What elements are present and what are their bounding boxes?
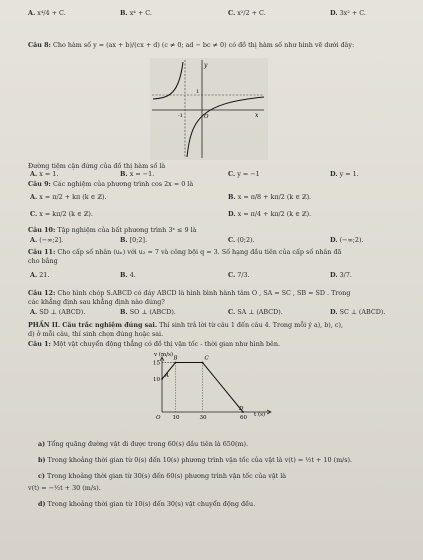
q10-option-b: B. [0;2]. <box>120 236 147 244</box>
chart-x-tick-0: O <box>156 415 161 421</box>
item-c: c) Trong khoảng thời gian từ 30(s) đến 60(s) phương trình vận tốc của vật là <box>38 472 287 480</box>
chart-data-point-2 <box>202 362 204 364</box>
q9-option-b: B. x = π/8 + kπ/2 (k ∈ ℤ). <box>228 193 312 201</box>
chart-point-label-2: C <box>204 355 209 362</box>
chart-data-point-1 <box>175 362 177 364</box>
graph-tick-x: -1 <box>178 113 183 119</box>
chart-x-label: t (s) <box>254 412 266 418</box>
q12-option-b: B. SO ⊥ (ABCD). <box>120 308 176 316</box>
velocity-time-chart <box>138 348 278 428</box>
q11-stem: Câu 11: Cho cấp số nhân (uₙ) với u₂ = 7 và công bội q = 3. Số hạng đầu tiên của cấp số nhân đã <box>28 248 342 256</box>
q10-option-d: D. (−∞;2). <box>330 236 364 244</box>
graph-tick-y: 1 <box>196 89 200 95</box>
chart-point-label-1: B <box>173 355 178 362</box>
q10-option-a: A. (−∞;2]. <box>30 236 64 244</box>
q12-stem-line2: các khẳng định sau khẳng định nào đúng? <box>28 298 165 306</box>
q7-option-a: A. x⁴/4 + C. <box>28 9 66 17</box>
chart-x-tick-1: 10 <box>172 415 180 421</box>
chart-y-label: v (m/s) <box>154 352 174 358</box>
q8-question: Đường tiệm cận đứng của đồ thị hàm số là <box>28 162 166 170</box>
q11-option-c: C. 7/3. <box>228 271 250 279</box>
q11-option-a: A. 21. <box>30 271 50 279</box>
q7-option-c: C. x²/2 + C. <box>228 9 266 17</box>
q9-option-d: D. x = π/4 + kπ/2 (k ∈ ℤ). <box>228 210 312 218</box>
chart-x-tick-2: 30 <box>199 415 207 421</box>
q8-option-c: C. y = −1 <box>228 170 260 178</box>
part2-heading-line: PHẦN II. Câu trắc nghiệm đúng sai. Thí sinh trả lời từ câu 1 đến câu 4. Trong mỗi ý a), b), c), <box>28 321 343 329</box>
chart-data-point-0 <box>161 378 163 380</box>
q8-function-graph <box>150 58 268 160</box>
q9-stem: Câu 9: Các nghiệm của phương trình cos 2x = 0 là <box>28 180 194 188</box>
q12-option-d: D. SC ⊥ (ABCD). <box>330 308 386 316</box>
q8-option-a: A. x = 1. <box>30 170 59 178</box>
q7-option-b: B. x⁴ + C. <box>120 9 152 17</box>
q11-option-b: B. 4. <box>120 271 136 279</box>
chart-guides <box>162 363 203 413</box>
q8-stem: Câu 8: Cho hàm số y = (ax + b)/(cx + d) (c ≠ 0; ad − bc ≠ 0) có đồ thị hàm số như hình vẽ dưới đây: <box>28 41 355 49</box>
c1-stem: Câu 1: Một vật chuyển động thẳng có đồ thị vận tốc - thời gian như hình bên. <box>28 340 280 348</box>
chart-y-tick-1: 15 <box>153 360 160 367</box>
part2-instruction-line2: d) ở mỗi câu, thí sinh chọn đúng hoặc sai. <box>28 330 164 338</box>
q12-stem: Câu 12: Cho hình chóp S.ABCD có đáy ABCD là hình bình hành tâm O , SA = SC , SB = SD . Trong <box>28 289 351 297</box>
q8-option-b: B. x = −1. <box>120 170 155 178</box>
chart-point-label-0: A <box>165 373 169 379</box>
q10-stem: Câu 10: Tập nghiệm của bất phương trình 3ˣ ≤ 9 là <box>28 226 197 234</box>
item-b: b) Trong khoảng thời gian từ 0(s) đến 10(s) phương trình vận tốc của vật là v(t) = ½t + 10 (m/s). <box>38 456 353 464</box>
graph-x-label: x <box>255 112 259 119</box>
q10-option-c: C. (0;2). <box>228 236 255 244</box>
q11-option-d: D. 3/7. <box>330 271 352 279</box>
item-a: a) Tổng quãng đường vật đi được trong 60(s) đầu tiên là 650(m). <box>38 440 249 448</box>
item-d: d) Trong khoảng thời gian từ 10(s) đến 30(s) vật chuyển động đều. <box>38 500 256 508</box>
q12-option-a: A. SD ⊥ (ABCD). <box>30 308 86 316</box>
q8-option-d: D. y = 1. <box>330 170 359 178</box>
chart-x-tick-3: 60 <box>240 415 247 421</box>
chart-y-tick-0: 10 <box>153 377 160 383</box>
graph-y-label: y <box>204 62 208 69</box>
graph-origin-label: O <box>204 114 209 120</box>
q11-stem-line2: cho bằng <box>28 257 58 265</box>
q9-option-c: C. x = kπ/2 (k ∈ ℤ). <box>30 210 93 218</box>
q9-option-a: A. x = π/2 + kπ (k ∈ ℤ). <box>30 193 107 201</box>
chart-point-label-3: D <box>239 406 244 412</box>
q7-option-d: D. 3x² + C. <box>330 9 366 17</box>
q12-option-c: C. SA ⊥ (ABCD). <box>228 308 283 316</box>
item-c-line2: v(t) = −½t + 30 (m/s). <box>28 484 101 492</box>
chart-axes <box>160 357 271 414</box>
